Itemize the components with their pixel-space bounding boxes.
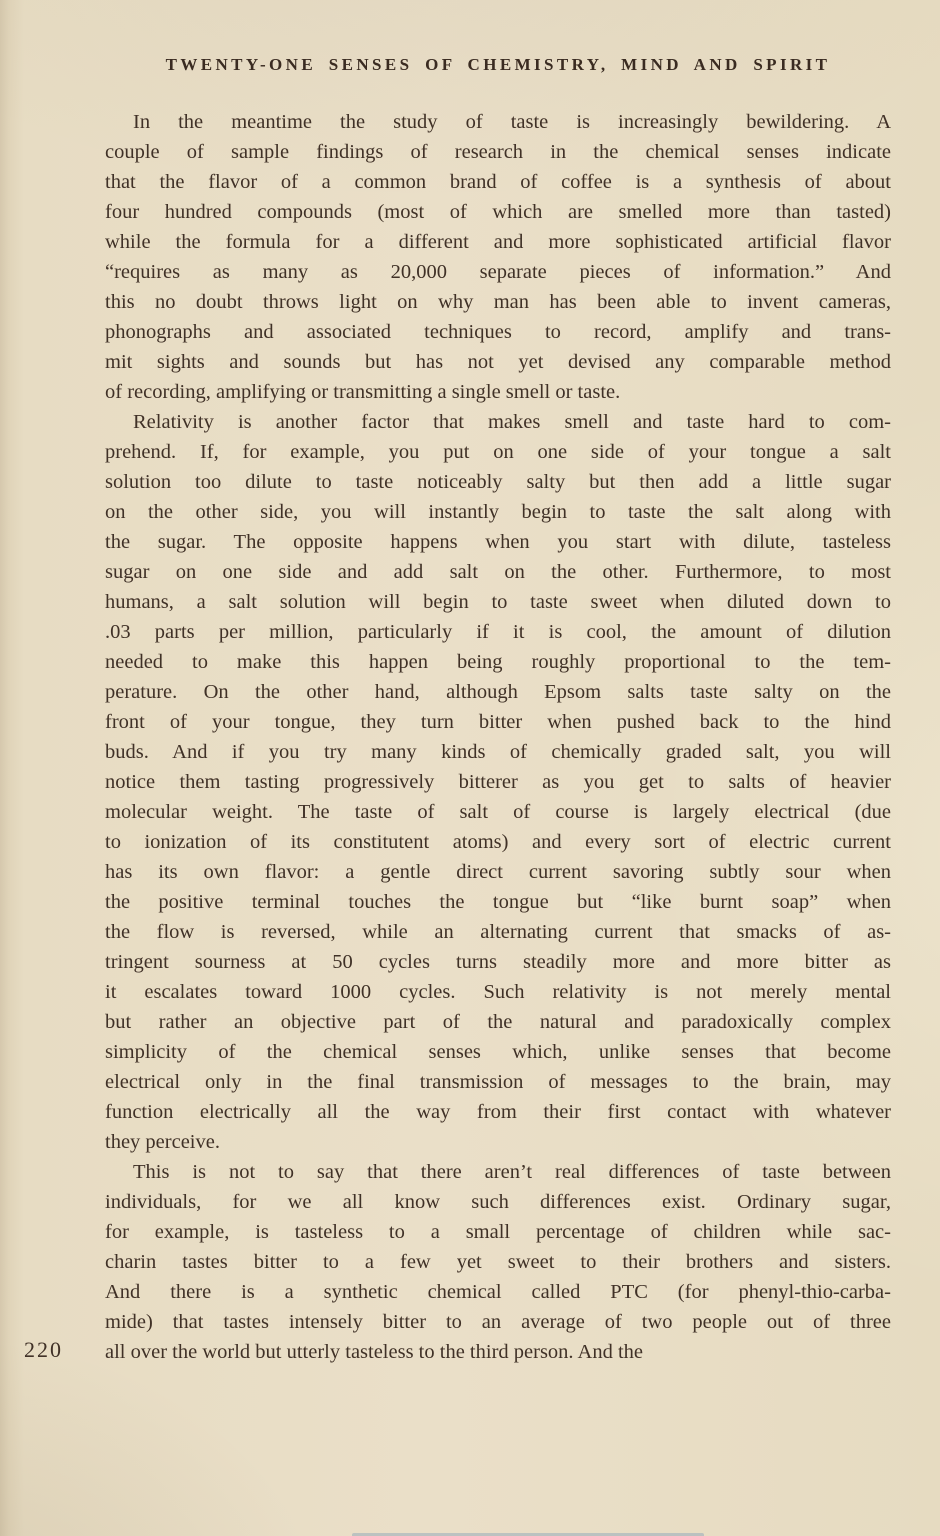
text-line: front of your tongue, they turn bitter when pushed back to the hind xyxy=(105,711,891,733)
text-line: has its own flavor: a gentle direct current savoring subtly sour when xyxy=(105,861,891,883)
paragraph xyxy=(105,1157,891,1367)
text-line: to ionization of its constitutent atoms) and every sort of electric current xyxy=(105,831,891,853)
text-line: molecular weight. The taste of salt of course is largely electrical (due xyxy=(105,801,891,823)
text-line: it escalates toward 1000 cycles. Such relativity is not merely mental xyxy=(105,981,891,1003)
text-line: four hundred compounds (most of which are smelled more than tasted) xyxy=(105,201,891,223)
page-number: 220 xyxy=(24,1337,63,1362)
text-line: all over the world but utterly tasteless to the third person. And the xyxy=(105,1341,644,1363)
text-line: this no doubt throws light on why man has been able to invent cameras, xyxy=(105,291,891,313)
text-line: the sugar. The opposite happens when you start with dilute, tasteless xyxy=(105,531,891,553)
text-line: notice them tasting progressively bitterer as you get to salts of heavier xyxy=(105,771,891,793)
text-line: but rather an objective part of the natural and paradoxically complex xyxy=(105,1011,891,1033)
text-line: electrical only in the final transmission of messages to the brain, may xyxy=(105,1071,891,1093)
text-line: mide) that tastes intensely bitter to an average of two people out of three xyxy=(105,1311,891,1333)
text-line: buds. And if you try many kinds of chemically graded salt, you will xyxy=(105,741,891,763)
text-line: In the meantime the study of taste is increasingly bewildering. A xyxy=(133,111,891,133)
text-line: while the formula for a different and more sophisticated artificial flavor xyxy=(105,231,891,253)
text-block xyxy=(105,107,891,1367)
text-line: .03 parts per million, particularly if it is cool, the amount of dilution xyxy=(105,621,891,643)
paragraph xyxy=(105,107,891,407)
text-line: individuals, for we all know such differences exist. Ordinary sugar, xyxy=(105,1191,891,1213)
text-line: charin tastes bitter to a few yet sweet to their brothers and sisters. xyxy=(105,1251,891,1273)
text-line: And there is a synthetic chemical called PTC (for phenyl-thio-carba- xyxy=(105,1281,891,1303)
paragraph xyxy=(105,407,891,1157)
text-line: “requires as many as 20,000 separate pieces of information.” And xyxy=(105,261,891,283)
text-line: Relativity is another factor that makes smell and taste hard to com- xyxy=(133,411,891,433)
text-line: that the flavor of a common brand of coffee is a synthesis of about xyxy=(105,171,891,193)
text-line: function electrically all the way from their first contact with whatever xyxy=(105,1101,891,1123)
text-line: simplicity of the chemical senses which, unlike senses that become xyxy=(105,1041,891,1063)
text-line: prehend. If, for example, you put on one side of your tongue a salt xyxy=(105,441,891,463)
text-line: of recording, amplifying or transmitting a single smell or taste. xyxy=(105,381,621,403)
running-head: TWENTY-ONE SENSES OF CHEMISTRY, MIND AND SPIRIT xyxy=(165,55,831,74)
text-line: tringent sourness at 50 cycles turns steadily more and more bitter as xyxy=(105,951,891,973)
text-line: couple of sample findings of research in the chemical senses indicate xyxy=(105,141,891,163)
text-line: phonographs and associated techniques to record, amplify and trans- xyxy=(105,321,891,343)
text-line: sugar on one side and add salt on the other. Furthermore, to most xyxy=(105,561,891,583)
text-line: needed to make this happen being roughly proportional to the tem- xyxy=(105,651,891,673)
text-line: they perceive. xyxy=(105,1131,220,1153)
text-line: solution too dilute to taste noticeably salty but then add a little sugar xyxy=(105,471,891,493)
text-line: perature. On the other hand, although Epsom salts taste salty on the xyxy=(105,681,891,703)
text-line: the positive terminal touches the tongue but “like burnt soap” when xyxy=(105,891,891,913)
text-line: the flow is reversed, while an alternating current that smacks of as- xyxy=(105,921,891,943)
text-line: on the other side, you will instantly begin to taste the salt along with xyxy=(105,501,891,523)
text-line: mit sights and sounds but has not yet devised any comparable method xyxy=(105,351,891,373)
text-line: humans, a salt solution will begin to taste sweet when diluted down to xyxy=(105,591,891,613)
text-line: for example, is tasteless to a small percentage of children while sac- xyxy=(105,1221,891,1243)
text-line: This is not to say that there aren’t real differences of taste between xyxy=(133,1161,891,1183)
